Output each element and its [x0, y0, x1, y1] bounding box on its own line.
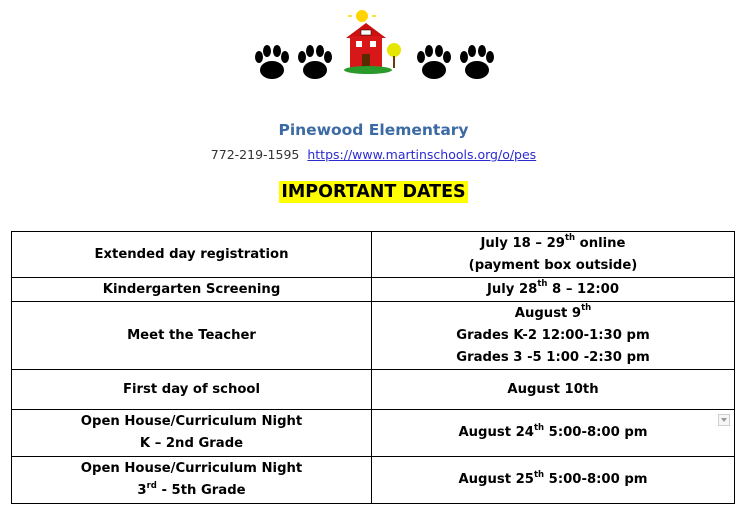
date-line — [376, 325, 730, 347]
date-line — [376, 469, 730, 491]
date-line-text: July 18 – 29 — [480, 235, 565, 251]
paw-print-icon — [460, 45, 494, 79]
date-line-text: August 25 — [458, 472, 534, 487]
event-cell — [12, 232, 372, 278]
dropdown-arrow-icon[interactable] — [718, 414, 730, 426]
date-cell — [372, 232, 735, 278]
schoolhouse-icon — [344, 8, 401, 74]
paw-print-icon — [417, 45, 451, 79]
event-line-superscript: rd — [146, 480, 157, 491]
table-row — [12, 232, 735, 278]
paw-print-icon — [298, 45, 332, 79]
date-line — [376, 233, 730, 255]
date-line-text: Grades 3 -5 1:00 -2:30 pm — [456, 349, 650, 365]
website-link[interactable]: https://www.martinschools.org/o/pes — [307, 147, 537, 162]
date-line-text: August 9 — [514, 305, 582, 321]
date-line-superscript: th — [533, 469, 545, 480]
event-line — [16, 411, 367, 433]
date-cell — [372, 278, 735, 302]
event-line: Meet the Teacher — [127, 327, 256, 343]
date-line-suffix: 5:00-8:00 pm — [544, 425, 648, 440]
date-line-text: August 10th — [507, 381, 599, 397]
date-line-text: August 24 — [458, 425, 534, 440]
date-line-suffix: 5:00-8:00 pm — [544, 472, 648, 487]
contact-line — [0, 147, 747, 162]
event-cell — [12, 410, 372, 457]
event-cell — [12, 457, 372, 504]
important-dates-heading: IMPORTANT DATES — [281, 182, 466, 202]
event-line-suffix: - 5th Grade — [156, 483, 246, 498]
date-cell — [372, 410, 735, 457]
date-line — [376, 347, 730, 369]
important-dates-table — [11, 231, 735, 504]
event-line: Kindergarten Screening — [102, 281, 281, 297]
date-line — [376, 379, 730, 401]
banner-container — [0, 181, 747, 203]
event-line-text: Open House/Curriculum Night — [80, 414, 303, 429]
date-line-text: July 28 — [486, 281, 538, 297]
date-line-text: Grades K-2 12:00-1:30 pm — [456, 327, 650, 343]
date-line-superscript: th — [581, 303, 592, 314]
date-cell — [372, 302, 735, 370]
event-cell — [12, 278, 372, 302]
date-line-superscript: th — [533, 422, 545, 433]
event-line-text: Open House/Curriculum Night — [80, 461, 303, 476]
table-row — [12, 457, 735, 504]
date-line-superscript: th — [537, 279, 548, 290]
event-line: Extended day registration — [94, 246, 289, 262]
event-line — [16, 433, 367, 455]
table-row — [12, 370, 735, 410]
event-line-text: K – 2nd Grade — [139, 436, 244, 451]
date-line-suffix: 8 – 12:00 — [547, 281, 619, 297]
school-name: Pinewood Elementary — [278, 121, 469, 139]
event-cell — [12, 370, 372, 410]
event-cell — [12, 302, 372, 370]
date-cell — [372, 370, 735, 410]
event-line: First day of school — [123, 381, 260, 397]
paw-print-icon — [255, 45, 289, 79]
event-line — [16, 480, 367, 502]
event-line-text: 3 — [137, 483, 147, 498]
date-line-superscript: th — [564, 233, 576, 244]
table-row — [12, 302, 735, 370]
date-line — [376, 422, 730, 444]
phone-number: 772-219-1595 — [210, 147, 300, 162]
school-paw-prints-graphic — [248, 8, 508, 84]
date-cell — [372, 457, 735, 504]
date-line — [376, 279, 730, 301]
date-line — [376, 303, 730, 325]
event-line — [16, 458, 367, 480]
table-row — [12, 410, 735, 457]
table-row — [12, 278, 735, 302]
date-line — [376, 255, 730, 277]
date-line-suffix: online — [575, 235, 626, 251]
date-line-text: (payment box outside) — [468, 257, 638, 273]
